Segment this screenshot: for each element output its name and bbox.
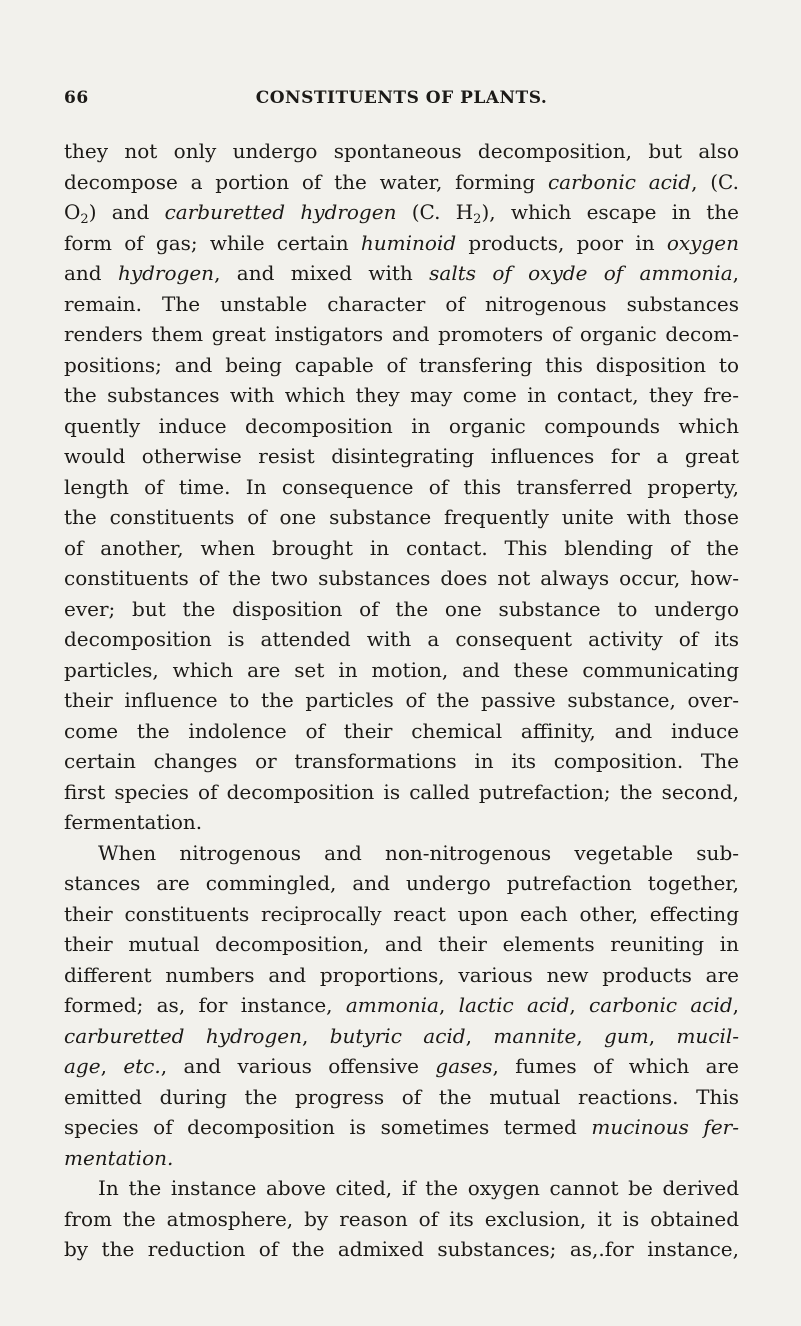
text-line	[64, 838, 739, 869]
italic-term: carburetted hydrogen	[164, 200, 397, 224]
text-segment: the constituents of one substance frequently unite with those	[64, 505, 739, 529]
text-segment: , and mixed with	[214, 261, 430, 285]
text-segment: their mutual decomposition, and their elements reuniting in	[64, 932, 739, 956]
text-line	[64, 899, 739, 930]
text-line	[64, 136, 739, 167]
text-segment: and	[64, 261, 118, 285]
text-segment: the substances with which they may come in contact, they fre-	[64, 383, 739, 407]
text-segment: come the indolence of their chemical affinity, and induce	[64, 718, 739, 743]
italic-term: huminoid	[360, 230, 457, 255]
text-line	[64, 1143, 739, 1174]
text-segment: ,	[465, 1023, 494, 1048]
text-line	[64, 624, 739, 655]
text-line	[64, 960, 739, 991]
text-segment: particles, which are set in motion, and these communicating	[64, 657, 739, 682]
text-segment: In the instance above cited, if the oxygen cannot be derived	[98, 1176, 739, 1200]
text-line	[64, 533, 739, 564]
italic-term: butyric acid	[329, 1023, 466, 1048]
text-segment: ,	[648, 1023, 677, 1048]
text-line	[64, 1204, 739, 1235]
text-segment: of another, when brought in contact. This blending of the	[64, 535, 739, 560]
text-line	[64, 197, 739, 228]
running-head: CONSTITUENTS OF PLANTS.	[255, 88, 548, 108]
text-segment: O	[64, 200, 81, 224]
text-segment: ,	[732, 261, 739, 285]
text-line	[64, 1173, 739, 1204]
text-segment: would otherwise resist disintegrating influences for a great	[64, 444, 739, 468]
italic-term: mucil-	[676, 1023, 740, 1048]
text-line	[64, 685, 739, 716]
text-line	[64, 1051, 739, 1082]
text-segment: stances are commingled, and undergo putrefaction together,	[64, 871, 739, 895]
text-line	[64, 655, 739, 686]
text-segment: ever; but the disposition of the one substance to undergo	[64, 596, 739, 621]
text-segment: decomposition is attended with a consequent activity of its	[64, 627, 739, 651]
text-segment: ), which escape in the	[481, 200, 739, 224]
text-line	[64, 228, 739, 259]
text-segment: from the atmosphere, by reason of its exclusion, it is obtained	[64, 1206, 739, 1231]
text-segment: certain changes or transformations in its composition. The	[64, 749, 739, 773]
text-segment: first species of decomposition is called putrefaction; the second,	[64, 779, 739, 804]
text-segment: species of decomposition is sometimes termed	[64, 1115, 592, 1139]
text-segment: quently induce decomposition in organic compounds which	[64, 413, 739, 438]
italic-term: lactic acid	[458, 993, 570, 1017]
text-segment: by the reduction of the admixed substances; as,.for instance,	[64, 1237, 739, 1261]
text-segment: form of gas; while certain	[64, 230, 361, 255]
text-segment: formed; as, for instance,	[64, 993, 346, 1017]
text-segment: When nitrogenous and non-nitrogenous vegetable sub-	[98, 840, 739, 865]
text-line	[64, 350, 739, 381]
text-line	[64, 441, 739, 472]
text-segment: renders them great instigators and promoters of organic decom-	[64, 322, 739, 346]
text-line	[64, 380, 739, 411]
text-segment: ,	[100, 1054, 124, 1078]
text-line	[64, 777, 739, 808]
text-line	[64, 563, 739, 594]
text-segment: ) and	[88, 200, 165, 224]
text-line	[64, 929, 739, 960]
text-segment: their influence to the particles of the passive substance, over-	[64, 688, 739, 712]
text-segment: emitted during the progress of the mutual reactions. This	[64, 1084, 739, 1109]
text-segment: ,	[438, 993, 459, 1017]
text-line	[64, 289, 739, 320]
text-segment: products, poor in	[456, 230, 667, 255]
page-header	[64, 88, 739, 114]
text-segment: ,	[732, 993, 740, 1017]
italic-term: carburetted hydrogen	[64, 1023, 302, 1048]
text-line	[64, 319, 739, 350]
text-segment: decompose a portion of the water, forming	[64, 169, 548, 194]
text-segment: their constituents reciprocally react upon each other, effecting	[64, 901, 739, 926]
italic-term: mentation.	[64, 1145, 174, 1170]
italic-term: ammonia	[345, 993, 439, 1017]
text-line	[64, 411, 739, 442]
subscript: 2	[473, 212, 482, 227]
text-line	[64, 167, 739, 198]
italic-term: carbonic acid	[547, 169, 692, 194]
text-segment: ,	[569, 993, 590, 1017]
text-segment: ,	[576, 1023, 605, 1048]
text-segment: they not only undergo spontaneous decomposition, but also	[64, 139, 739, 163]
text-segment: different numbers and proportions, various new products are	[64, 962, 739, 987]
italic-term: mucinous fer-	[591, 1115, 739, 1139]
italic-term: etc.	[123, 1054, 161, 1078]
text-line	[64, 990, 739, 1021]
text-segment: remain. The unstable character of nitrogenous substances	[64, 291, 739, 316]
text-line	[64, 502, 739, 533]
italic-term: oxygen	[666, 230, 739, 255]
text-line	[64, 258, 739, 289]
subscript: 2	[80, 212, 89, 227]
text-segment: , (C.	[691, 169, 739, 194]
text-line	[64, 1234, 739, 1265]
text-segment: , fumes of which are	[492, 1054, 739, 1078]
text-line	[64, 746, 739, 777]
text-line	[64, 594, 739, 625]
text-segment: fermentation.	[64, 810, 203, 834]
text-line	[64, 716, 739, 747]
italic-term: carbonic acid	[589, 993, 733, 1017]
text-segment: (C. H	[396, 200, 474, 224]
text-segment: length of time. In consequence of this transferred property,	[64, 474, 739, 499]
text-line	[64, 868, 739, 899]
text-line	[64, 1082, 739, 1113]
italic-term: mannite	[493, 1023, 577, 1048]
text-segment: positions; and being capable of transfering this disposition to	[64, 352, 739, 377]
text-line	[64, 1112, 739, 1143]
text-segment: ,	[301, 1023, 330, 1048]
page-number: 66	[64, 88, 89, 108]
text-segment: , and various offensive	[160, 1054, 436, 1078]
text-line	[64, 807, 739, 838]
italic-term: gases	[435, 1054, 493, 1078]
text-segment: constituents of the two substances does not always occur, how-	[64, 566, 739, 590]
italic-term: age	[64, 1054, 101, 1078]
italic-term: salts of oxyde of ammonia	[429, 261, 733, 285]
italic-term: hydrogen	[117, 261, 215, 285]
body-text	[64, 136, 739, 1265]
text-line	[64, 1021, 739, 1052]
text-line	[64, 472, 739, 503]
italic-term: gum	[604, 1023, 649, 1048]
